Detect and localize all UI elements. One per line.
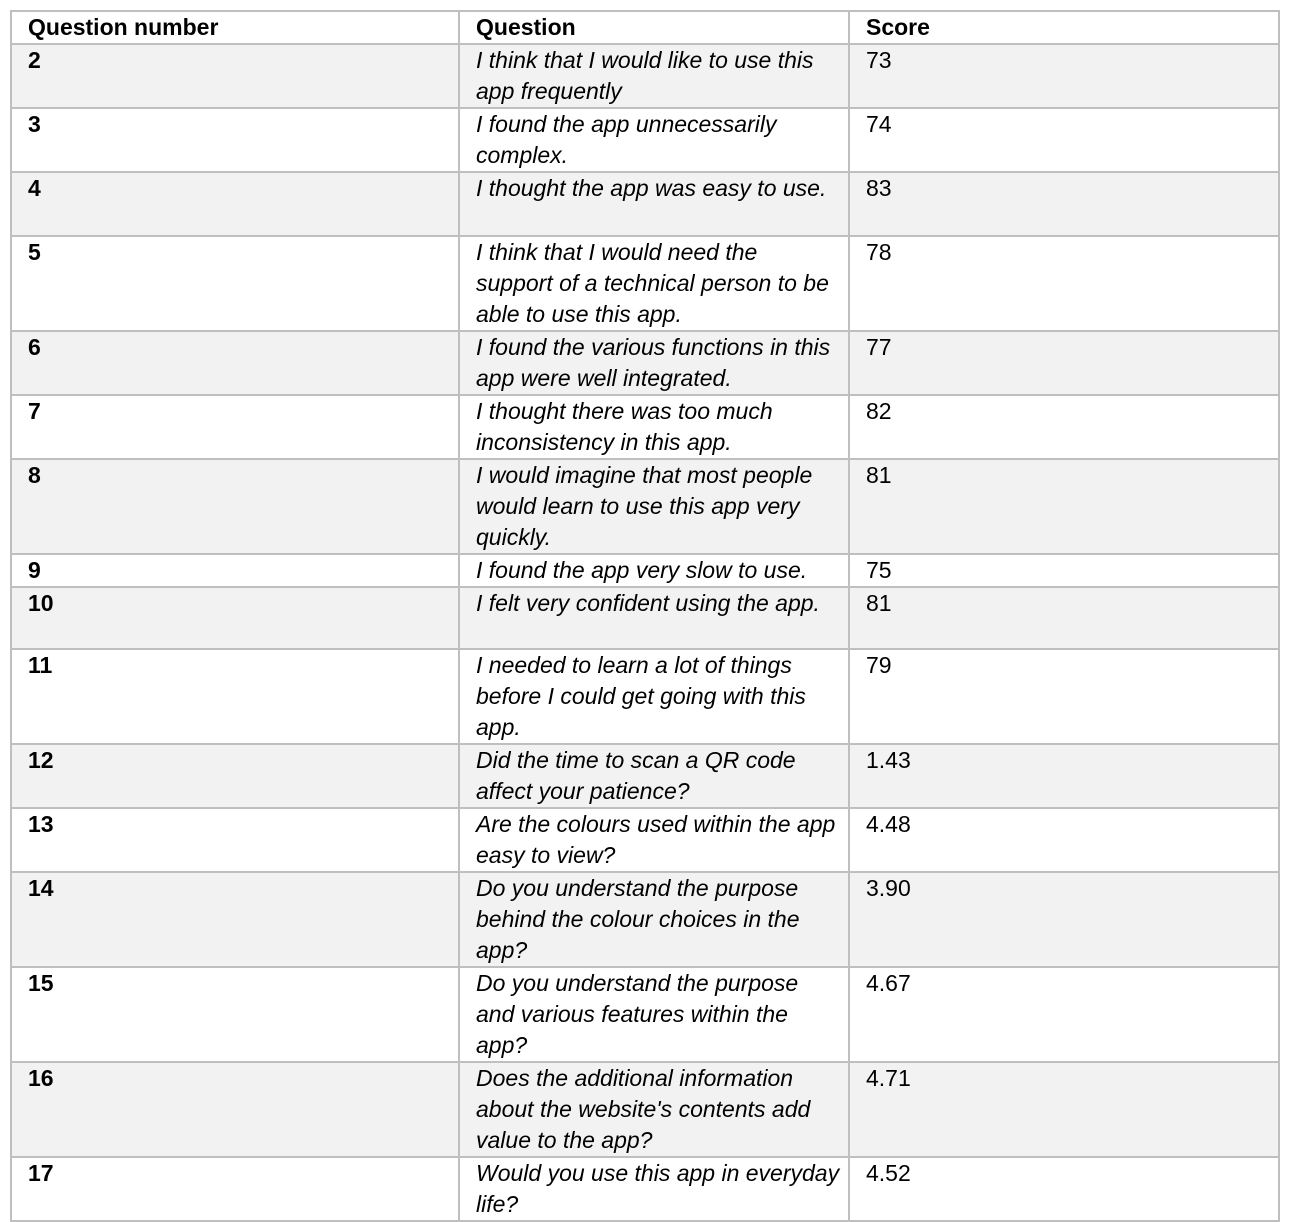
table-row xyxy=(11,331,1279,395)
score-cell: 4.67 xyxy=(849,967,1279,1062)
question-text-cell: Did the time to scan a QR code affect your patience? xyxy=(459,744,849,808)
question-number-cell: 16 xyxy=(11,1062,459,1157)
question-text-cell: I found the various functions in this app were well integrated. xyxy=(459,331,849,395)
question-number-cell: 7 xyxy=(11,395,459,459)
question-number-cell: 3 xyxy=(11,108,459,172)
table-row xyxy=(11,872,1279,967)
question-text-cell: I found the app unnecessarily complex. xyxy=(459,108,849,172)
table-header-row xyxy=(11,11,1279,44)
score-cell: 82 xyxy=(849,395,1279,459)
question-number-cell: 10 xyxy=(11,587,459,649)
question-text-cell: I thought there was too much inconsistency in this app. xyxy=(459,395,849,459)
score-cell: 77 xyxy=(849,331,1279,395)
question-number-cell: 17 xyxy=(11,1157,459,1221)
table-row xyxy=(11,108,1279,172)
question-number-cell: 8 xyxy=(11,459,459,554)
question-text-cell: I thought the app was easy to use. xyxy=(459,172,849,236)
question-text-cell: I think that I would like to use this app frequently xyxy=(459,44,849,108)
question-number-cell: 13 xyxy=(11,808,459,872)
question-number-cell: 12 xyxy=(11,744,459,808)
question-number-cell: 6 xyxy=(11,331,459,395)
header-score: Score xyxy=(849,11,1279,44)
score-cell: 78 xyxy=(849,236,1279,331)
question-text-cell: I felt very confident using the app. xyxy=(459,587,849,649)
table-row xyxy=(11,44,1279,108)
question-text-cell: Are the colours used within the app easy to view? xyxy=(459,808,849,872)
score-cell: 81 xyxy=(849,459,1279,554)
score-cell: 75 xyxy=(849,554,1279,587)
question-number-cell: 11 xyxy=(11,649,459,744)
question-number-cell: 2 xyxy=(11,44,459,108)
table-row xyxy=(11,808,1279,872)
score-cell: 74 xyxy=(849,108,1279,172)
question-text-cell: Do you understand the purpose behind the colour choices in the app? xyxy=(459,872,849,967)
question-number-cell: 5 xyxy=(11,236,459,331)
score-cell: 1.43 xyxy=(849,744,1279,808)
table-row xyxy=(11,236,1279,331)
question-text-cell: Would you use this app in everyday life? xyxy=(459,1157,849,1221)
score-cell: 3.90 xyxy=(849,872,1279,967)
score-cell: 83 xyxy=(849,172,1279,236)
question-number-cell: 14 xyxy=(11,872,459,967)
question-text-cell: I found the app very slow to use. xyxy=(459,554,849,587)
question-text-cell: I needed to learn a lot of things before I could get going with this app. xyxy=(459,649,849,744)
score-cell: 81 xyxy=(849,587,1279,649)
table-row xyxy=(11,967,1279,1062)
question-number-cell: 4 xyxy=(11,172,459,236)
table-row xyxy=(11,172,1279,236)
score-cell: 79 xyxy=(849,649,1279,744)
header-question: Question xyxy=(459,11,849,44)
table-row xyxy=(11,459,1279,554)
score-cell: 4.71 xyxy=(849,1062,1279,1157)
question-text-cell: Do you understand the purpose and various features within the app? xyxy=(459,967,849,1062)
score-cell: 4.48 xyxy=(849,808,1279,872)
question-text-cell: I would imagine that most people would learn to use this app very quickly. xyxy=(459,459,849,554)
table-row xyxy=(11,587,1279,649)
score-cell: 4.52 xyxy=(849,1157,1279,1221)
table-row xyxy=(11,395,1279,459)
table-row xyxy=(11,1157,1279,1221)
table-row xyxy=(11,1062,1279,1157)
question-number-cell: 9 xyxy=(11,554,459,587)
question-text-cell: Does the additional information about the website's contents add value to the app? xyxy=(459,1062,849,1157)
question-text-cell: I think that I would need the support of a technical person to be able to use this app. xyxy=(459,236,849,331)
question-number-cell: 15 xyxy=(11,967,459,1062)
table-row xyxy=(11,744,1279,808)
table-row xyxy=(11,554,1279,587)
header-question-number: Question number xyxy=(11,11,459,44)
survey-results-table xyxy=(10,10,1280,1222)
score-cell: 73 xyxy=(849,44,1279,108)
table-row xyxy=(11,649,1279,744)
